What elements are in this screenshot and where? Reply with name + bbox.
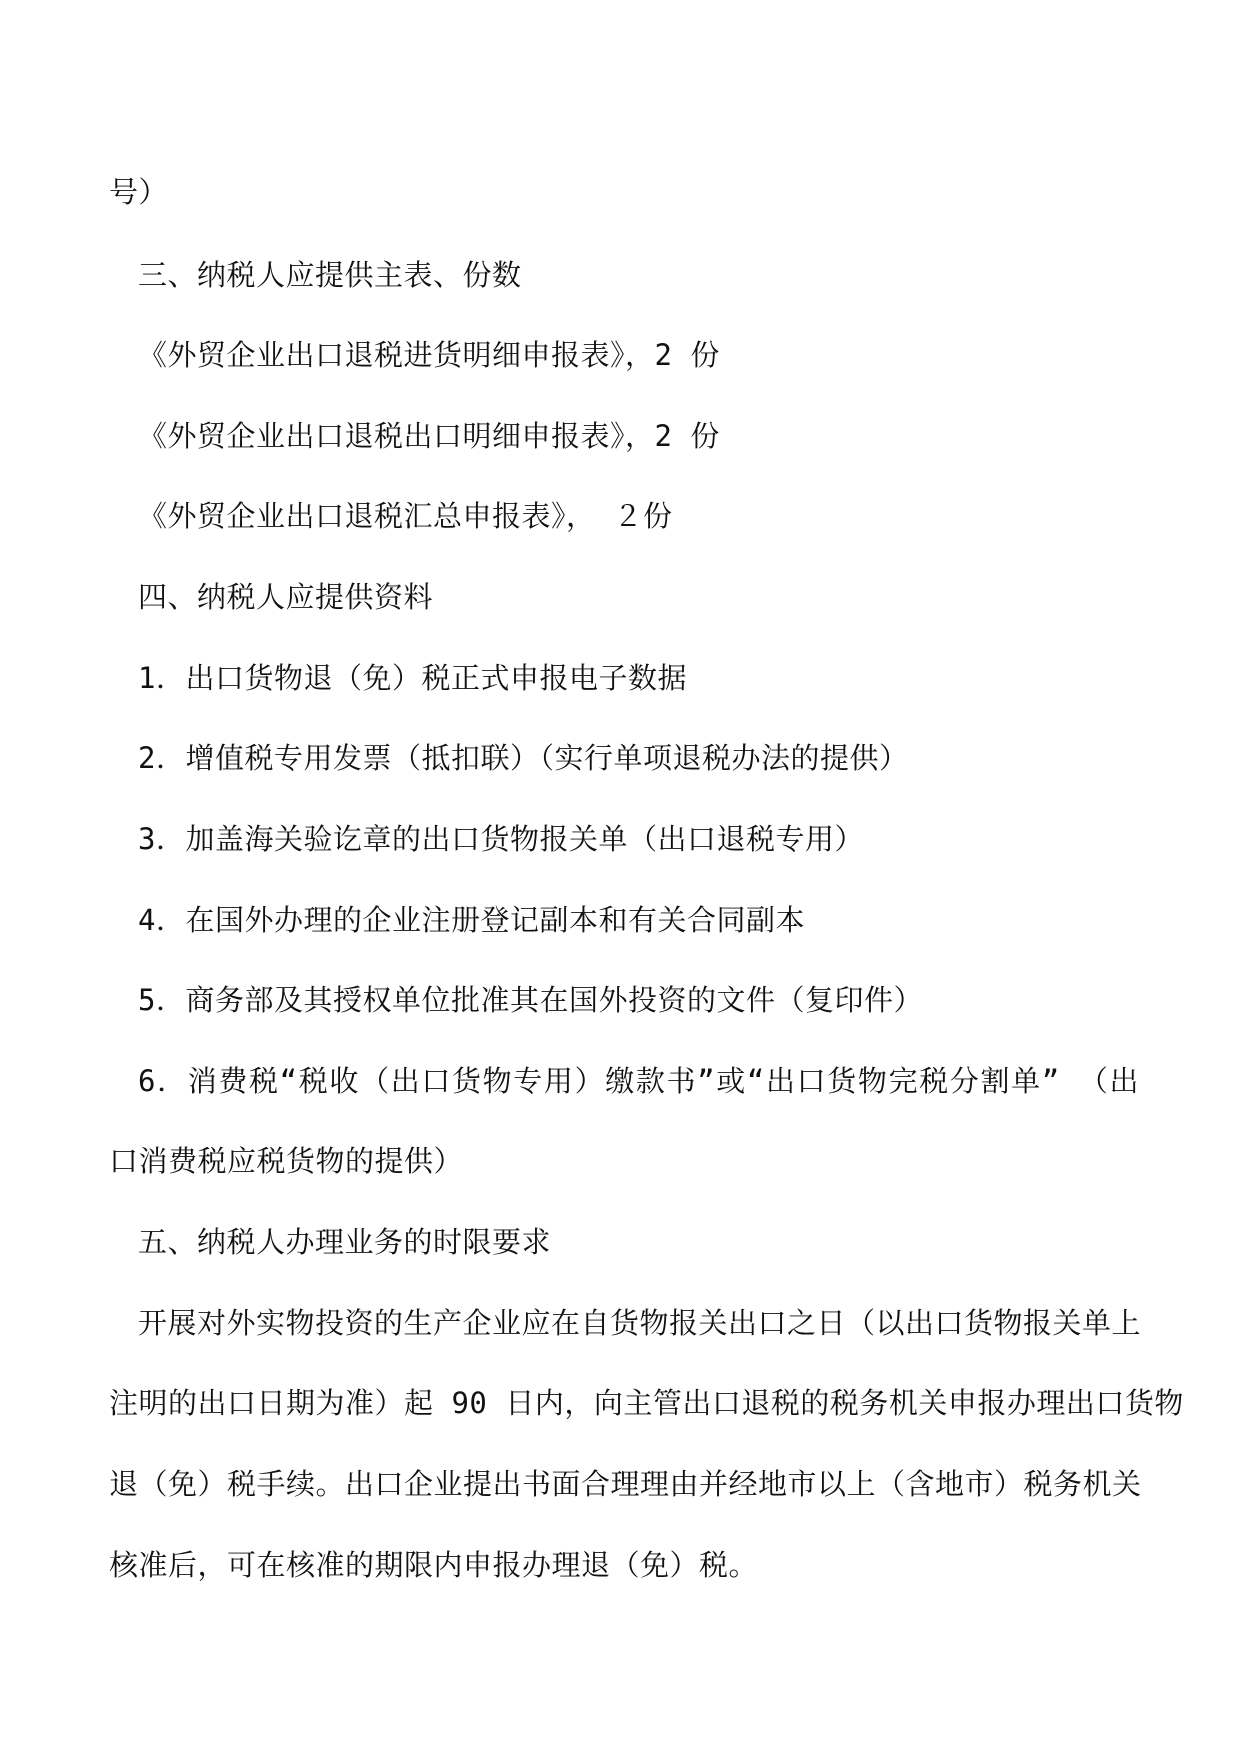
material-item-6: 6．消费税“税收（出口货物专用）缴款书”或“出口货物完税分割单” （出 (138, 1064, 1139, 1098)
material-item-5: 5．商务部及其授权单位批准其在国外投资的文件（复印件） (138, 983, 923, 1017)
material-item-4: 4．在国外办理的企业注册登记副本和有关合同副本 (138, 903, 805, 937)
section-heading-4: 四、纳税人应提供资料 (138, 580, 434, 614)
material-item-1: 1．出口货物退（免）税正式申报电子数据 (138, 661, 687, 695)
section-heading-5: 五、纳税人办理业务的时限要求 (138, 1225, 552, 1259)
material-item-2: 2．增值税专用发票（抵扣联）（实行单项退税办法的提供） (138, 741, 909, 775)
paragraph-line-4: 核准后，可在核准的期限内申报办理退（免）税。 (109, 1548, 759, 1582)
paragraph-line-3: 退（免）税手续。出口企业提出书面合理理由并经地市以上（含地市）税务机关 (109, 1467, 1142, 1501)
material-item-3: 3．加盖海关验讫章的出口货物报关单（出口退税专用） (138, 822, 864, 856)
material-item-6-continued: 口消费税应税货物的提供） (109, 1144, 464, 1178)
text-line-fragment: 号） (109, 175, 169, 209)
form-item-3: 《外贸企业出口退税汇总申报表》， ２份 (138, 499, 673, 533)
paragraph-line-2: 注明的出口日期为准）起 90 日内，向主管出口退税的税务机关申报办理出口货物 (109, 1386, 1184, 1420)
section-heading-3: 三、纳税人应提供主表、份数 (138, 258, 522, 292)
form-item-2: 《外贸企业出口退税出口明细申报表》，2 份 (138, 419, 720, 453)
paragraph-line-1: 开展对外实物投资的生产企业应在自货物报关出口之日（以出口货物报关单上 (138, 1306, 1142, 1340)
form-item-1: 《外贸企业出口退税进货明细申报表》，2 份 (138, 338, 720, 372)
